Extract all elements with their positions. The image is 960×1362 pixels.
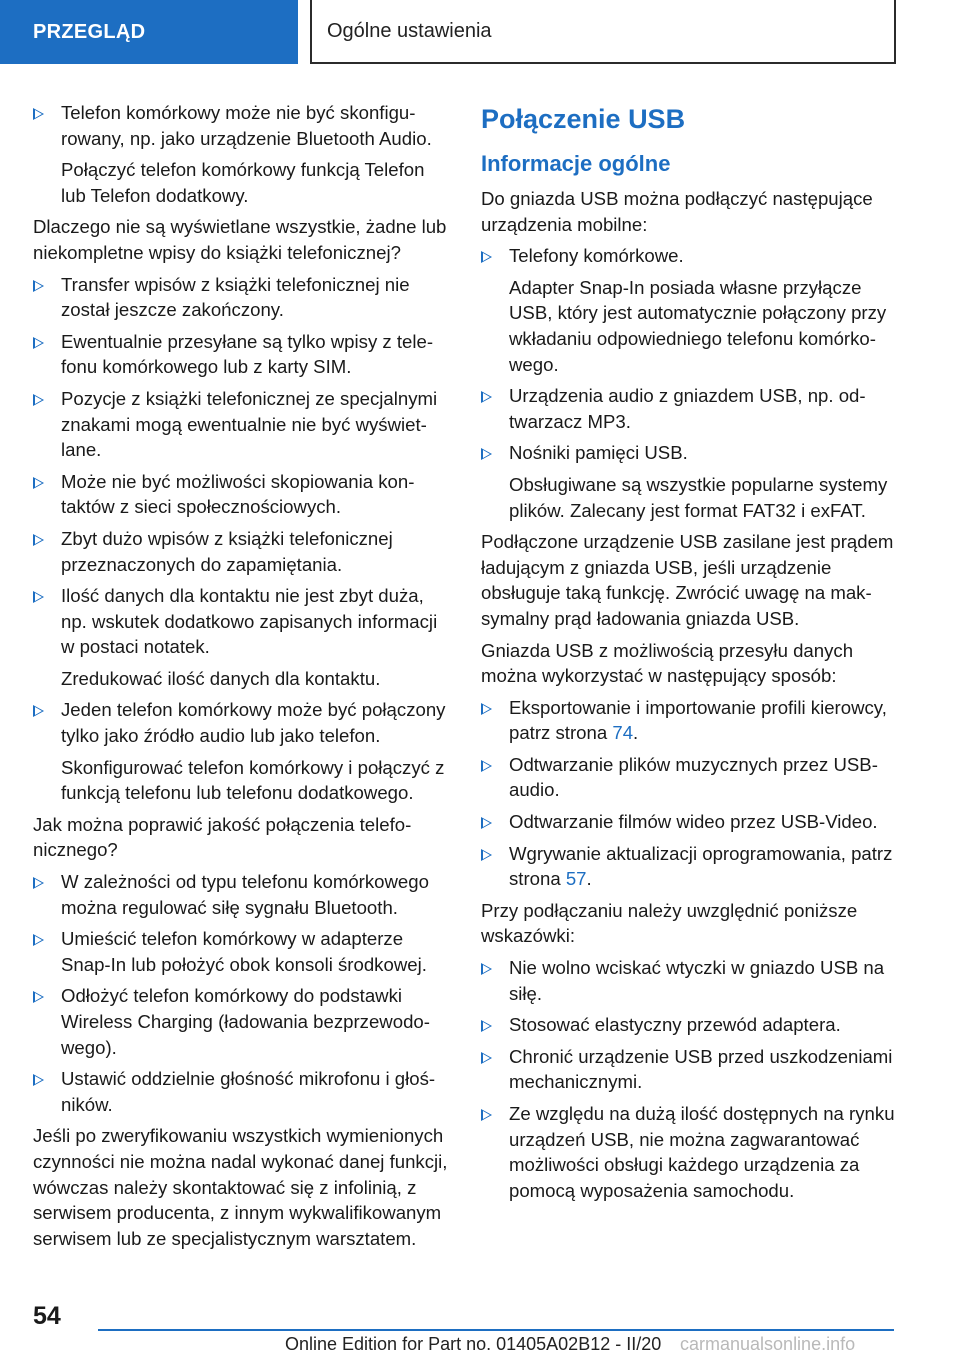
bullet-triangle-icon xyxy=(33,280,44,292)
bullet-triangle-icon xyxy=(33,337,44,349)
bullet-triangle-icon xyxy=(481,963,492,975)
list-item: Nośniki pamięci USB. xyxy=(481,440,901,466)
list-item: Może nie być możliwości skopiowania kontaktów z sieci społecznościowych. xyxy=(33,469,451,520)
bullet-triangle-icon xyxy=(33,394,44,406)
page-link-57[interactable]: 57 xyxy=(565,868,587,890)
question-paragraph: Jak można poprawić jakość połączenia telefonicznego? xyxy=(33,813,412,861)
bullet-triangle-icon xyxy=(481,849,492,861)
subsection-heading: Informacje ogólne xyxy=(481,151,671,176)
right-column xyxy=(481,100,901,1209)
bullet-triangle-icon xyxy=(481,817,492,829)
list-item: Nie wolno wciskać wtyczki w gniazdo USB na siłę. xyxy=(481,955,901,1006)
list-item: Umieścić telefon komórkowy w adapterze Snap-In lub położyć obok konsoli środkowej. xyxy=(33,926,451,977)
bullet-triangle-icon xyxy=(33,591,44,603)
chapter-title: Ogólne ustawienia xyxy=(310,0,896,64)
list-item-note: Obsługiwane są wszystkie popularne systemy plików. Zalecany jest format FAT32 i exFAT. xyxy=(509,473,888,521)
list-item: Odtwarzanie plików muzycznych przez USB-audio. xyxy=(481,752,901,803)
list-item-note: Adapter Snap-In posiada własne przyłącze USB, który jest automatycznie połączony przy wkładaniu odpowiedniego telefonu komórkowego. xyxy=(509,276,887,375)
list-item: Telefon komórkowy może nie być skonfigurowany, np. jako urządzenie Bluetooth Audio. xyxy=(33,100,451,151)
left-column xyxy=(33,100,451,1257)
bullet-triangle-icon xyxy=(481,251,492,263)
bullet-triangle-icon xyxy=(33,705,44,717)
list-item: Stosować elastyczny przewód adaptera. xyxy=(481,1012,901,1038)
bullet-triangle-icon xyxy=(33,991,44,1003)
section-heading: Połączenie USB xyxy=(481,104,686,134)
section-tab-overview[interactable]: PRZEGLĄD xyxy=(0,0,298,64)
bullet-triangle-icon xyxy=(33,1074,44,1086)
footer-edition: Online Edition for Part no. 01405A02B12 - II/20 xyxy=(285,1334,662,1354)
notes-paragraph: Przy podłączaniu należy uwzględnić poniższe wskazówki: xyxy=(481,899,858,947)
bullet-triangle-icon xyxy=(33,934,44,946)
bullet-triangle-icon xyxy=(481,1109,492,1121)
bullet-triangle-icon xyxy=(33,477,44,489)
question-paragraph: Dlaczego nie są wyświetlane wszystkie, żadne lub niekompletne wpisy do książki telefonicznej? xyxy=(33,216,447,263)
watermark: carmanualsonline.info xyxy=(680,1334,856,1354)
bullet-triangle-icon xyxy=(481,1052,492,1064)
list-item: Chronić urządzenie USB przed uszkodzeniami mechanicznymi. xyxy=(481,1044,901,1095)
bullet-triangle-icon xyxy=(481,448,492,460)
intro-paragraph: Do gniazda USB można podłączyć następujące urządzenia mobilne: xyxy=(481,188,873,235)
list-item: Pozycje z książki telefonicznej ze specjalnymi znakami mogą ewentualnie nie być wyświetlane. xyxy=(33,386,451,463)
page-link-74[interactable]: 74 xyxy=(612,722,634,744)
list-item: Wgrywanie aktualizacji oprogramowania, patrz strona 57. xyxy=(481,841,901,892)
list-item: Eksportowanie i importowanie profili kierowcy, patrz strona 74. xyxy=(481,695,901,746)
page-header xyxy=(0,0,960,66)
list-item: Ewentualnie przesyłane są tylko wpisy z telefonu komórkowego lub z karty SIM. xyxy=(33,329,451,380)
bullet-triangle-icon xyxy=(481,391,492,403)
list-item: Zbyt dużo wpisów z książki telefonicznej przeznaczonych do zapamiętania. xyxy=(33,526,451,577)
footer-divider xyxy=(98,1329,894,1331)
list-item: Telefony komórkowe. xyxy=(481,243,901,269)
bullet-triangle-icon xyxy=(481,703,492,715)
list-item: Odtwarzanie filmów wideo przez USB-Video. xyxy=(481,809,901,835)
list-item: W zależności od typu telefonu komórkowego można regulować siłę sygnału Bluetooth. xyxy=(33,869,451,920)
bullet-triangle-icon xyxy=(33,534,44,546)
list-item: Ze względu na dużą ilość dostępnych na rynku urządzeń USB, nie można zagwarantować możliwości obsługi każdego urządzenia za pomocą wyposażenia samochodu. xyxy=(481,1101,901,1203)
usage-paragraph: Gniazda USB z możliwością przesyłu danych można wykorzystać w następujący sposób: xyxy=(481,639,854,687)
list-item-note: Skonfigurować telefon komórkowy i połączyć z funkcją telefonu lub telefonu dodatkowego. xyxy=(61,756,445,804)
list-item: Jeden telefon komórkowy może być połączony tylko jako źródło audio lub jako telefon. xyxy=(33,697,451,748)
list-item: Odłożyć telefon komórkowy do podstawki Wireless Charging (ładowania bezprzewodowego). xyxy=(33,983,451,1060)
bullet-triangle-icon xyxy=(481,760,492,772)
list-item: Ilość danych dla kontaktu nie jest zbyt duża, np. wskutek dodatkowo zapisanych informacji w postaci notatek. xyxy=(33,583,451,660)
page-number: 54 xyxy=(33,1302,61,1330)
list-item: Urządzenia audio z gniazdem USB, np. odtwarzacz MP3. xyxy=(481,383,901,434)
list-item: Ustawić oddzielnie głośność mikrofonu i głośników. xyxy=(33,1066,451,1117)
bullet-triangle-icon xyxy=(33,877,44,889)
bullet-triangle-icon xyxy=(33,108,44,120)
list-item-note: Połączyć telefon komórkowy funkcją Telefon lub Telefon dodatkowy. xyxy=(61,159,425,206)
closing-paragraph: Jeśli po zweryfikowaniu wszystkich wymienionych czynności nie można nadal wykonać danej funkcji, wówczas należy skontaktować się z infolinią, z serwisem producenta, z innym wykwalifikowanym serwisem lub ze specjalistycznym warsztatem. xyxy=(33,1125,448,1249)
power-paragraph: Podłączone urządzenie USB zasilane jest prądem ładującym z gniazda USB, jeśli urządzenie obsługuje taką funkcję. Zwrócić uwagę na maksymalny prąd ładowania gniazda USB. xyxy=(481,531,894,629)
bullet-triangle-icon xyxy=(481,1020,492,1032)
list-item: Transfer wpisów z książki telefonicznej nie został jeszcze zakończony. xyxy=(33,272,451,323)
list-item-note: Zredukować ilość danych dla kontaktu. xyxy=(61,667,381,689)
